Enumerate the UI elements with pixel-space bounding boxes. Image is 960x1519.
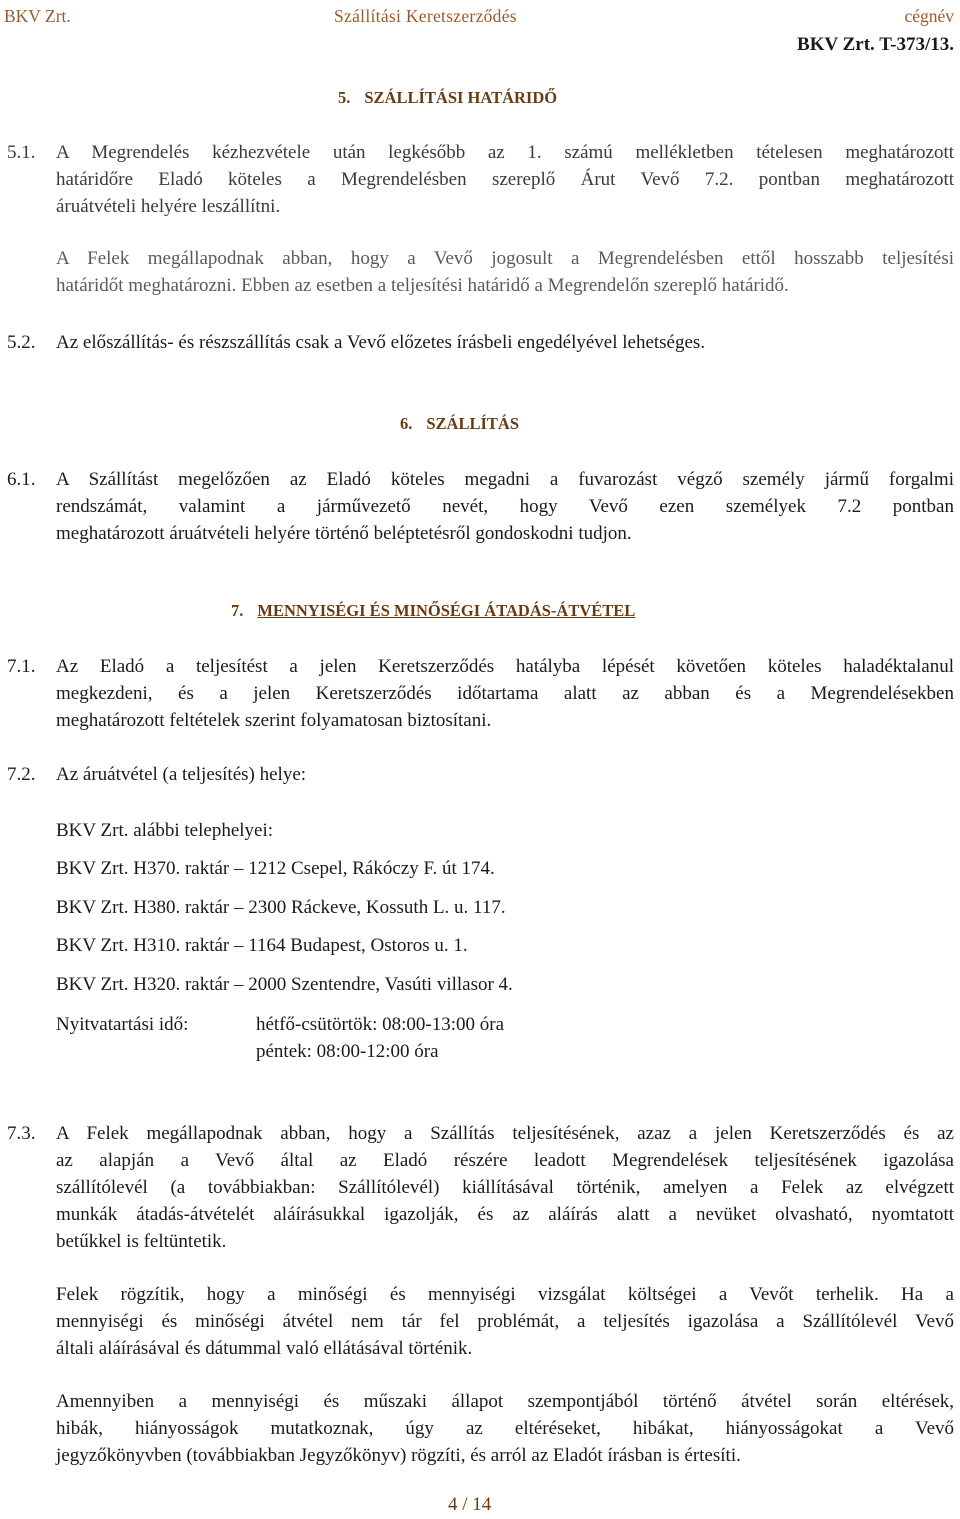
site-item: BKV Zrt. H380. raktár – 2300 Ráckeve, Kossuth L. u. 117. xyxy=(56,897,506,918)
para-6-1 xyxy=(56,466,954,547)
header-document-code: BKV Zrt. T-373/13. xyxy=(797,34,954,55)
para-line: megkezdeni, és a jelen Keretszerződés időtartama alatt az abban és a Megrendelésekben xyxy=(56,683,954,704)
site-item: BKV Zrt. H310. raktár – 1164 Budapest, Ostoros u. 1. xyxy=(56,935,468,956)
opening-hours-friday: péntek: 08:00-12:00 óra xyxy=(256,1041,439,1062)
para-7-2-number: 7.2. xyxy=(7,764,36,785)
para-7-3 xyxy=(56,1120,954,1255)
opening-hours-label: Nyitvatartási idő: xyxy=(56,1014,189,1035)
section-title: SZÁLLÍTÁSI HATÁRIDŐ xyxy=(364,88,558,107)
para-line: hibák, hiányosságok mutatkoznak, úgy az eltéréseket, hibákat, hiányosságokat a Vevő xyxy=(56,1418,954,1439)
section-5-heading xyxy=(338,88,557,108)
opening-hours-weekdays: hétfő-csütörtök: 08:00-13:00 óra xyxy=(256,1014,505,1035)
para-line: betűkkel is feltüntetik. xyxy=(56,1231,227,1252)
para-line: munkák átadás-átvételét aláírásukkal igazolják, és az aláírás alatt a nevüket olvasható, nyomtatott xyxy=(56,1204,954,1225)
section-number: 6. xyxy=(400,414,413,433)
para-5-1-number: 5.1. xyxy=(7,142,36,163)
para-line: meghatározott feltételek szerint folyamatosan biztosítani. xyxy=(56,710,492,731)
para-line: áruátvételi helyére leszállítni. xyxy=(56,196,281,217)
section-title: MENNYISÉGI ÉS MINŐSÉGI ÁTADÁS-ÁTVÉTEL xyxy=(257,601,636,620)
page-number: 4 / 14 xyxy=(448,1494,492,1515)
section-number: 5. xyxy=(338,88,351,107)
site-item: BKV Zrt. H370. raktár – 1212 Csepel, Rákóczy F. út 174. xyxy=(56,858,495,879)
para-5-1 xyxy=(56,139,954,220)
para-5-2: Az előszállítás- és részszállítás csak a Vevő előzetes írásbeli engedélyével lehetséges. xyxy=(56,332,706,353)
para-7-3-number: 7.3. xyxy=(7,1123,36,1144)
para-line: határidőt meghatározni. Ebben az esetben a teljesítési határidő a Megrendelőn szereplő határidő. xyxy=(56,275,789,296)
para-line: A Felek megállapodnak abban, hogy a Szállítás teljesítésének, azaz a jelen Keretszerződés és az xyxy=(56,1123,954,1144)
para-line: általi aláírásával és dátummal való ellátásával történik. xyxy=(56,1338,473,1359)
section-6-heading xyxy=(400,414,519,434)
para-line: Az Eladó a teljesítést a jelen Keretszerződés hatályba lépését követően köteles haladéktalanul xyxy=(56,656,954,677)
para-line: határidőre Eladó köteles a Megrendelésben szereplő Árut Vevő 7.2. pontban meghatározott xyxy=(56,169,954,190)
para-line: rendszámát, valamint a járművezető nevét, hogy Vevő ezen személyek 7.2 pontban xyxy=(56,496,954,517)
section-number: 7. xyxy=(231,601,244,620)
header-company: BKV Zrt. xyxy=(4,6,71,26)
para-7-1-number: 7.1. xyxy=(7,656,36,677)
para-line: mennyiségi és minőségi átvétel nem tár fel problémát, a teljesítés igazolása a Szállítólevél Vevő xyxy=(56,1311,954,1332)
para-line: A Megrendelés kézhezvétele után legkésőbb az 1. számú mellékletben tételesen meghatározott xyxy=(56,142,954,163)
para-line: Felek rögzítik, hogy a minőségi és mennyiségi vizsgálat költségei a Vevőt terhelik. Ha a xyxy=(56,1284,954,1305)
para-line: meghatározott áruátvételi helyére történő beléptetésről gondoskodni tudjon. xyxy=(56,523,632,544)
para-7-3-deviations xyxy=(56,1388,954,1469)
para-line: A Szállítást megelőzően az Eladó köteles megadni a fuvarozást végző személy jármű forgalmi xyxy=(56,469,954,490)
para-6-1-number: 6.1. xyxy=(7,469,36,490)
para-line: A Felek megállapodnak abban, hogy a Vevő jogosult a Megrendelésben ettől hosszabb teljesítési xyxy=(56,248,954,269)
site-item: BKV Zrt. H320. raktár – 2000 Szentendre, Vasúti villasor 4. xyxy=(56,974,513,995)
para-5-1-continued xyxy=(56,245,954,299)
para-5-2-number: 5.2. xyxy=(7,332,36,353)
header-company-placeholder: cégnév xyxy=(904,6,954,26)
para-line: szállítólevél (a továbbiakban: Szállítólevél) kiállításával történik, amelyen a Felek az elvégzett xyxy=(56,1177,954,1198)
para-line: az alapján a Vevő által az Eladó részére leadott Megrendelések teljesítésének igazolása xyxy=(56,1150,954,1171)
para-line: jegyzőkönyvben (továbbiakban Jegyzőkönyv) rögzíti, és arról az Eladót írásban is értesíti. xyxy=(56,1445,741,1466)
section-7-heading xyxy=(231,601,635,621)
para-line: Amennyiben a mennyiségi és műszaki állapot szempontjából történő átvétel során eltérések, xyxy=(56,1391,954,1412)
section-title: SZÁLLÍTÁS xyxy=(426,414,520,433)
para-7-1 xyxy=(56,653,954,734)
para-7-2: Az áruátvétel (a teljesítés) helye: xyxy=(56,764,307,785)
sites-intro: BKV Zrt. alábbi telephelyei: xyxy=(56,820,274,841)
para-7-3-inspection-costs xyxy=(56,1281,954,1362)
header-document-title: Szállítási Keretszerződés xyxy=(334,6,517,26)
